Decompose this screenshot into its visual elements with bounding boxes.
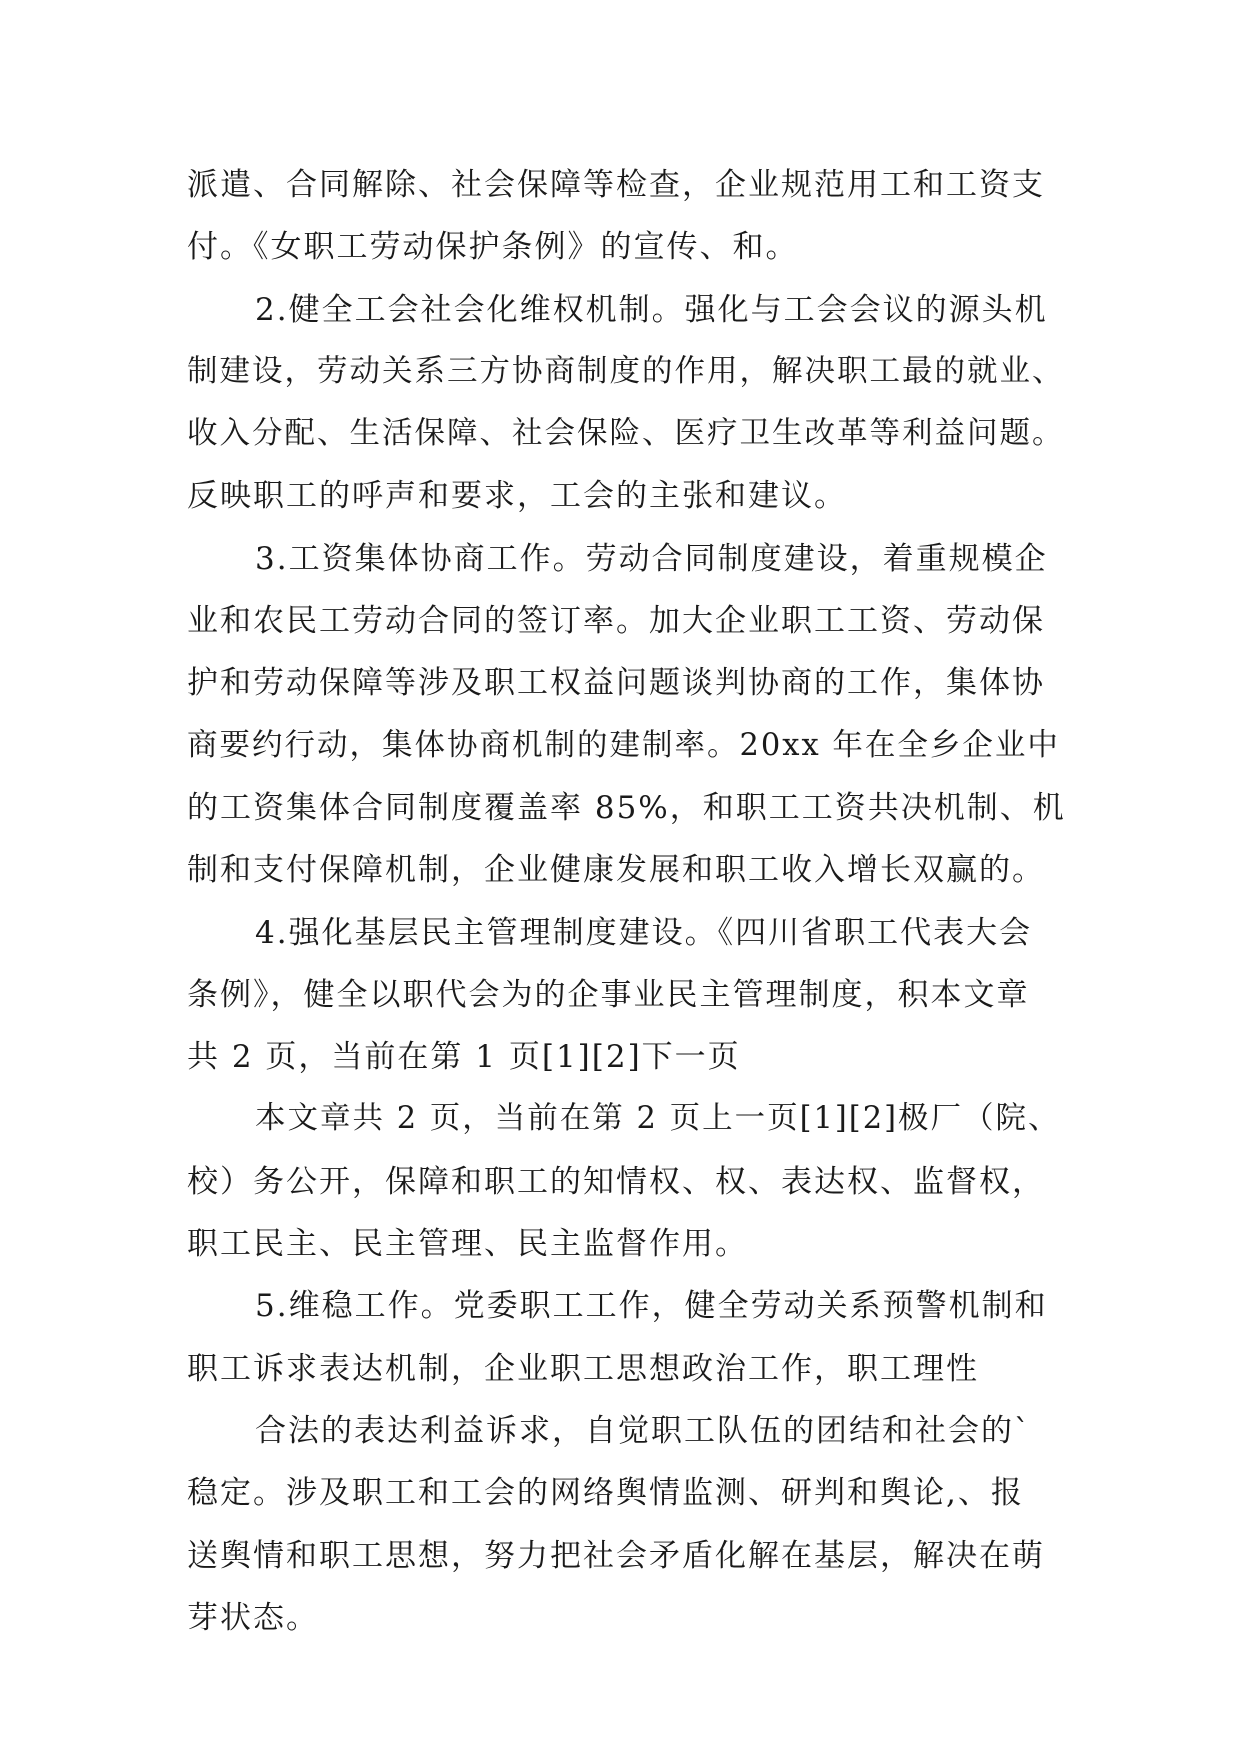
- text-line: 业和农民工劳动合同的签订率。加大企业职工工资、劳动保: [187, 603, 1045, 640]
- text-line: 的工资集体合同制度覆盖率 85%，和职工工资共决机制、机: [187, 789, 1066, 826]
- text-line: 制和支付保障机制，企业健康发展和职工收入增长双赢的。: [187, 852, 1045, 889]
- text-line: 送舆情和职工思想，努力把社会矛盾化解在基层，解决在萌: [187, 1537, 1045, 1574]
- text-line: 2.健全工会社会化维权机制。强化与工会会议的源头机: [255, 291, 1048, 328]
- text-line: 制建设，劳动关系三方协商制度的作用，解决职工最的就业、: [187, 353, 1065, 389]
- text-line: 5.维稳工作。党委职工工作，健全劳动关系预警机制和: [255, 1288, 1048, 1325]
- text-line: 商要约行动，集体协商机制的建制率。20xx 年在全乡企业中: [187, 727, 1060, 763]
- text-line: 3.工资集体协商工作。劳动合同制度建设，着重规模企: [255, 540, 1048, 577]
- text-line: 稳定。涉及职工和工会的网络舆情监测、研判和舆论,、报: [187, 1475, 1024, 1512]
- text-line: 共 2 页，当前在第 1 页[1][2]下一页: [187, 1039, 741, 1076]
- text-line: 芽状态。: [187, 1599, 319, 1636]
- text-line: 职工民主、民主管理、民主监督作用。: [187, 1226, 748, 1263]
- text-line: 付。《女职工劳动保护条例》的宣传、和。: [187, 229, 799, 266]
- text-line: 4.强化基层民主管理制度建设。《四川省职工代表大会: [255, 914, 1033, 951]
- text-line: 职工诉求表达机制，企业职工思想政治工作，职工理性: [187, 1350, 979, 1387]
- text-line: 收入分配、生活保障、社会保险、医疗卫生改革等利益问题。: [187, 416, 1065, 452]
- text-line: 派遣、合同解除、社会保障等检查，企业规范用工和工资支: [187, 167, 1045, 203]
- document-body: [187, 154, 1067, 1649]
- text-line: 校）务公开，保障和职工的知情权、权、表达权、监督权，: [187, 1163, 1045, 1200]
- text-line: 护和劳动保障等涉及职工权益问题谈判协商的工作，集体协: [187, 665, 1045, 702]
- text-line: 条例》，健全以职代会为的企事业民主管理制度，积本文章: [187, 976, 1030, 1013]
- text-line: 合法的表达利益诉求，自觉职工队伍的团结和社会的`: [255, 1412, 1032, 1449]
- text-line: 本文章共 2 页，当前在第 2 页上一页[1][2]极厂（院、: [255, 1101, 1061, 1137]
- text-line: 反映职工的呼声和要求，工会的主张和建议。: [187, 478, 847, 515]
